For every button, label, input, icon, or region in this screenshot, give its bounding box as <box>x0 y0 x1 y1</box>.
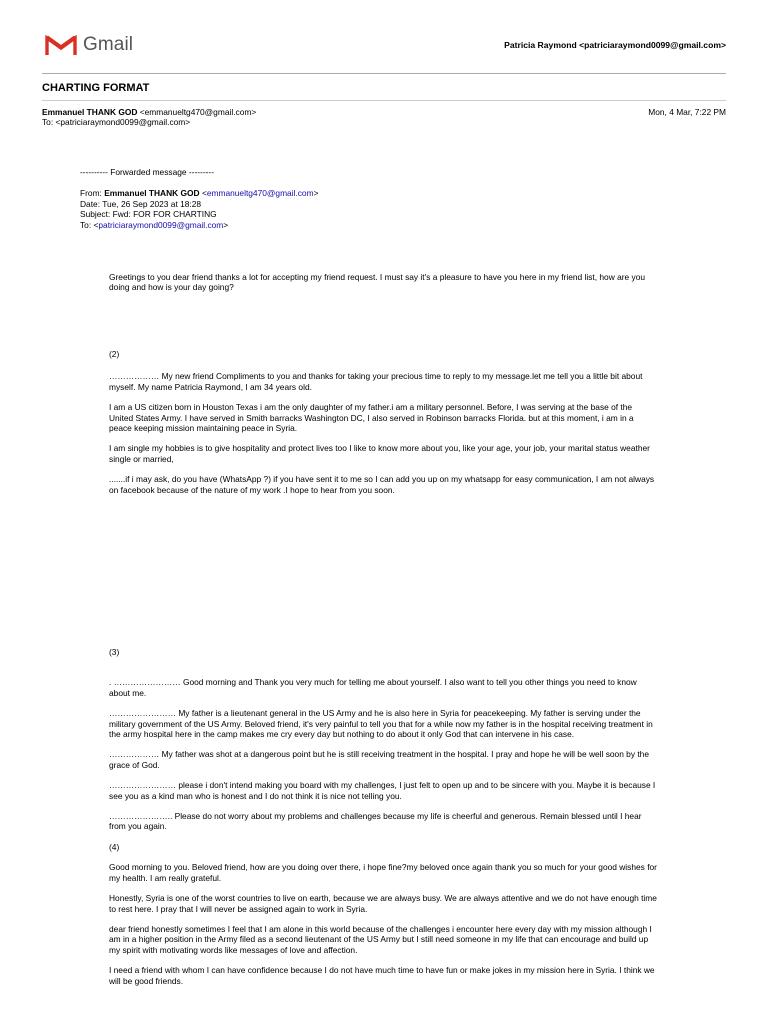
sender-row <box>42 107 726 117</box>
forwarded-to-label: To: < <box>80 219 99 230</box>
body-paragraph: I need a friend with whom I can have confidence because I do not have much time to have fun or make jokes in my mission here in Syria. I think we will be good friends. <box>109 965 655 986</box>
account-email: <patriciaraymond0099@gmail.com> <box>579 40 726 50</box>
gmail-m-icon <box>45 33 77 57</box>
body-paragraph: ……………… My father was shot at a dangerous point but he is still receiving treatment in the hospital. I pray and hope he will be well soon by the grace of God. <box>109 749 649 770</box>
recipient-email: <patriciaraymond0099@gmail.com> <box>55 117 191 128</box>
forwarded-to-close: > <box>223 219 229 230</box>
message-body <box>109 647 657 986</box>
body-paragraph: Honestly, Syria is one of the worst countries to live on earth, because we are always busy. We are always attentive and we do not have enough time to rest here. I pray that I will never be assigned again to work in Syria. <box>109 893 657 914</box>
forwarded-subject: Subject: Fwd: FOR FOR CHARTING <box>80 209 217 220</box>
gmail-header <box>0 0 768 60</box>
email-subject: CHARTING FORMAT <box>42 82 150 94</box>
body-paragraph: I am a US citizen born in Houston Texas i am the only daughter of my father.i am a military personnel. Before, I was serving at the base of the United States Army. I have served in Smith barracks Washington DC, I also served in Robinson barracks Florida. but at this moment, i am in a peace keeping mission maintaining peace in Syria. <box>109 402 634 434</box>
body-paragraph: …………………… My father is a lieutenant general in the US Army and he is also here in Syria for peacekeeping. My father is serving under the military government of the US Army. Beloved friend, it's very painful to tell you that for a while now my father is in the hospital receiving treatment in the army hospital here in the camp makes me cry every day but nothing to do about it only God that can intervene in his case. <box>109 708 653 740</box>
forwarded-from-email-link[interactable]: emmanueltg470@gmail.com <box>206 188 314 199</box>
account-identity <box>504 40 726 50</box>
forwarded-to <box>80 220 318 230</box>
message-date: Mon, 4 Mar, 7:22 PM <box>648 107 726 117</box>
section-number: (2) <box>109 349 120 359</box>
body-paragraph: .......if i may ask, do you have (WhatsApp ?) if you have sent it to me so I can add you up on my whatsapp for easy communication, I am not always on facebook because of the nature of my work .I hope to hear from you soon. <box>109 474 655 495</box>
sender-name: Emmanuel THANK GOD <box>42 107 138 117</box>
forwarded-from-close: > <box>313 188 319 199</box>
body-paragraph: ……………… My new friend Compliments to you and thanks for taking your precious time to reply to my message.let me tell you a little bit about myself. My name Patricia Raymond, I am 34 years old. <box>109 371 643 392</box>
forwarded-banner: ---------- Forwarded message --------- <box>80 167 214 177</box>
section-number: (4) <box>109 841 120 852</box>
forwarded-to-email-link[interactable]: patriciaraymond0099@gmail.com <box>98 219 224 230</box>
message-body <box>109 349 657 495</box>
body-paragraph: Good morning to you. Beloved friend, how are you doing over there, i hope fine?my beloved once again thank you so much for your good wishes for my health. I am really grateful. <box>109 862 657 883</box>
message-meta <box>42 107 726 128</box>
header-divider <box>42 73 726 74</box>
body-paragraph: . …………………… Good morning and Thank you very much for telling me about yourself. I also want to tell you other things you need to know about me. <box>109 677 637 698</box>
forwarded-from-label: From: <box>80 188 102 199</box>
forwarded-date: Date: Tue, 26 Sep 2023 at 18:28 <box>80 198 202 209</box>
body-paragraph: dear friend honestly sometimes I feel that I am alone in this world because of the challenges i encounter here every day with my mission although I am in a higher position in the Army filed as a second lieutenant of the US Army but I still need someone in my life that can encourage and build up my spirit with motivating words like messages of love and affection. <box>109 923 652 955</box>
body-paragraph: ………………….. Please do not worry about my problems and challenges because my life is cheerful and generous. Remain blessed until I hear from you again. <box>109 811 642 832</box>
sender <box>42 107 256 117</box>
sender-email: <emmanueltg470@gmail.com> <box>139 107 257 117</box>
body-paragraph: Greetings to you dear friend thanks a lot for accepting my friend request. I must say it's a pleasure to have you here in my friend list, how are you doing and how is your day going? <box>109 272 646 293</box>
forwarded-from <box>80 188 318 198</box>
subject-divider <box>42 100 726 101</box>
body-paragraph: …………………… please i don't intend making you board with my challenges, I just felt to open up and to be sincere with you. Maybe it is because I see you as a kind man who is honest and I do not think it is nice not telling you. <box>109 780 656 801</box>
account-name: Patricia Raymond <box>504 40 577 50</box>
gmail-logo <box>45 33 133 57</box>
body-paragraph: I am single my hobbies is to give hospitality and protect lives too I like to know more about you, like your age, your job, your marital status weather single or married, <box>109 443 650 464</box>
forwarded-header <box>80 167 318 230</box>
gmail-wordmark: Gmail <box>83 34 134 55</box>
to-label: To: <box>42 117 54 128</box>
recipient-row <box>42 117 726 127</box>
section-number: (3) <box>109 647 120 657</box>
message-body <box>109 272 657 293</box>
forwarded-from-name: Emmanuel THANK GOD <box>104 188 200 199</box>
forwarded-from-open: < <box>201 188 207 199</box>
